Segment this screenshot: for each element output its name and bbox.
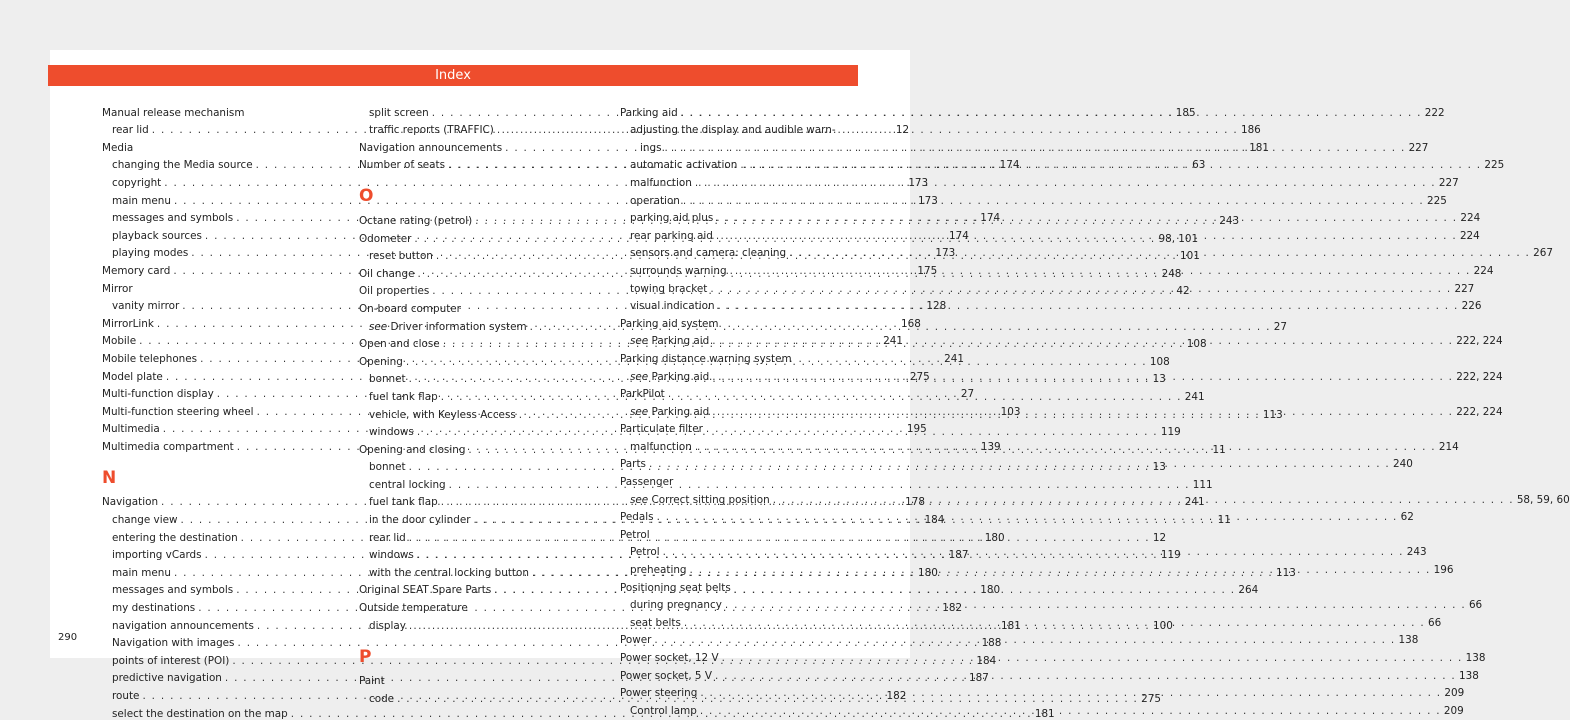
- entry-page-number: 181: [1034, 707, 1055, 720]
- entry-page-number: 27: [1273, 320, 1287, 333]
- entry-label: sensors and camera: cleaning: [630, 247, 787, 260]
- entry-label: predictive navigation: [112, 672, 222, 685]
- index-heading: ParkPilot: [620, 388, 665, 401]
- entry-label: entering the destination: [112, 531, 238, 544]
- entry-page-number: 111: [1192, 478, 1213, 491]
- leader-dots: [695, 177, 1436, 189]
- entry-label: Memory card: [102, 264, 171, 277]
- entry-label: Multi-function steering wheel: [102, 405, 254, 418]
- entry-page-number: 138: [1398, 634, 1419, 647]
- entry-page-number: 108: [1149, 355, 1170, 368]
- leader-dots: [494, 584, 1235, 596]
- entry-label: rear lid: [112, 124, 149, 137]
- entry-label: see Driver information system: [369, 320, 527, 333]
- entry-label: Control lamp: [630, 704, 697, 717]
- entry-page-number: 173: [908, 176, 929, 189]
- entry-label: visual indication: [630, 300, 715, 313]
- entry-label: seat belts: [630, 616, 681, 629]
- leader-dots: [649, 458, 1390, 470]
- index-header: Index: [48, 65, 858, 86]
- entry-label: towing bracket: [630, 282, 708, 295]
- entry-page-number: 209: [1443, 704, 1464, 717]
- entry-label: copyright: [112, 176, 162, 189]
- entry-label: central locking: [369, 478, 446, 491]
- entry-page-number: 227: [1438, 176, 1459, 189]
- entry-label: Parking aid: [620, 106, 678, 119]
- entry-page-number: 174: [949, 229, 969, 242]
- leader-dots: [695, 441, 1436, 453]
- leader-dots: [681, 107, 1422, 119]
- entry-page-number: 264: [1238, 584, 1259, 597]
- entry-label: changing the Media source: [112, 159, 253, 172]
- entry-page-number: 188: [981, 637, 1002, 650]
- leader-dots: [789, 247, 1530, 259]
- entry-label: Oil properties: [359, 285, 430, 298]
- entry-page-number: 241: [883, 335, 904, 348]
- entry-label: preheating: [630, 564, 687, 577]
- leader-dots: [657, 511, 1398, 523]
- entry-page-number: 66: [1468, 599, 1483, 612]
- leader-dots: [715, 670, 1456, 685]
- entry-label: malfunction: [630, 440, 692, 453]
- entry-label: see Parking aid: [630, 405, 710, 418]
- entry-label: Petrol: [630, 546, 660, 559]
- entry-page-number: 174: [999, 159, 1020, 172]
- entry-label: playback sources: [112, 229, 202, 242]
- entry-page-number: 243: [1219, 214, 1240, 227]
- entry-label: Power: [620, 634, 652, 647]
- entry-label: Multimedia: [102, 423, 160, 436]
- index-heading: Parking aid system: [620, 317, 719, 330]
- entry-label: Number of seats: [359, 159, 446, 172]
- entry-page-number: 113: [1262, 408, 1283, 421]
- section-letter: O: [359, 186, 374, 207]
- entry-page-number: 27: [960, 388, 975, 401]
- entry-page-number: 187: [948, 549, 969, 562]
- entry-page-number: 175: [917, 264, 938, 277]
- entry-page-number: 11: [1217, 514, 1231, 527]
- entry-label: main menu: [112, 566, 171, 579]
- entry-page-number: 224: [1473, 264, 1494, 277]
- entry-page-number: 101: [1179, 250, 1200, 263]
- entry-page-number: 178: [905, 496, 925, 509]
- leader-dots: [712, 406, 1453, 418]
- entry-label: Navigation with images: [112, 637, 235, 650]
- section-letter: P: [359, 646, 372, 667]
- entry-page-number: 275: [909, 370, 930, 383]
- entry-label: change view: [112, 514, 178, 527]
- entry-label: Power socket, 5 V: [620, 669, 712, 682]
- entry-label: malfunction: [630, 176, 692, 189]
- entry-label: select the destination on the map: [112, 707, 288, 720]
- index-heading: Passenger: [620, 476, 674, 489]
- entry-label: messages and symbols: [112, 212, 234, 225]
- entry-page-number: 227: [1454, 282, 1475, 295]
- entry-page-number: 182: [942, 602, 963, 615]
- entry-label: bonnet: [369, 461, 406, 474]
- index-heading: Manual release mechanism: [102, 106, 245, 119]
- entry-page-number: 139: [980, 440, 1001, 453]
- leader-dots: [712, 335, 1453, 347]
- entry-page-number: 187: [968, 672, 989, 685]
- entry-page-number: 128: [926, 300, 947, 313]
- entry-label: Model plate: [102, 370, 163, 383]
- entry-page-number: 174: [980, 212, 1001, 225]
- entry-label: fuel tank flap: [369, 390, 438, 403]
- entry-label: automatic activation: [630, 159, 738, 172]
- leader-dots: [690, 564, 1431, 576]
- entry-page-number: 226: [1461, 300, 1482, 313]
- entry-label: Mobile: [102, 335, 137, 348]
- index-heading: Parking distance warning system: [620, 352, 792, 365]
- leader-dots: [710, 283, 1451, 298]
- index-heading: Mirror: [102, 282, 133, 295]
- entry-label: see Correct sitting position: [630, 493, 770, 506]
- index-heading: Positioning seat belts: [620, 581, 731, 594]
- entry-page-number: 180: [980, 584, 1001, 597]
- entry-label: parking aid plus: [630, 212, 714, 225]
- entry-label: my destinations: [112, 602, 196, 615]
- entry-page-number: 181: [1249, 141, 1270, 154]
- entry-label: see Parking aid: [630, 370, 710, 383]
- entry-label: see Parking aid: [630, 335, 710, 348]
- entry-page-number: 209: [1444, 687, 1465, 700]
- leader-dots: [700, 687, 1441, 699]
- leader-dots: [712, 371, 1453, 386]
- index-heading: Paint: [359, 675, 385, 688]
- entry-page-number: 224: [1460, 212, 1481, 225]
- entry-label: Original SEAT Spare Parts: [359, 584, 492, 597]
- entry-page-number: 138: [1459, 669, 1479, 682]
- entry-page-number: 100: [1152, 619, 1173, 632]
- entry-page-number: 196: [1433, 564, 1454, 577]
- entry-label: in the door cylinder: [369, 514, 471, 527]
- entry-label: with the central locking button: [369, 566, 529, 579]
- entry-label: Navigation: [102, 496, 159, 509]
- entry-page-number: 225: [1426, 194, 1447, 207]
- entry-label: MirrorLink: [102, 317, 154, 330]
- entry-page-number: 42: [1176, 285, 1190, 298]
- leader-dots: [718, 300, 1459, 312]
- leader-dots: [683, 195, 1424, 207]
- entry-page-number: 184: [976, 654, 997, 667]
- entry-label: Parts: [620, 458, 646, 471]
- entry-page-number: 185: [1175, 106, 1196, 119]
- see-reference: see: [630, 370, 652, 383]
- entry-label: messages and symbols: [112, 584, 234, 597]
- see-reference: see: [630, 493, 652, 506]
- entry-page-number: 267: [1533, 247, 1553, 260]
- entry-page-number: 108: [1186, 338, 1207, 351]
- entry-page-number: 58, 59, 60: [1516, 493, 1570, 506]
- entry-page-number: 113: [1276, 566, 1296, 579]
- entry-label: Open and close: [359, 338, 440, 351]
- entry-label: during pregnancy: [630, 599, 722, 612]
- leader-dots: [773, 494, 1514, 509]
- entry-page-number: 222, 224: [1456, 370, 1503, 383]
- entry-page-number: 173: [935, 247, 956, 260]
- entry-label: surrounds warning: [630, 264, 727, 277]
- leader-dots: [716, 230, 1457, 242]
- entry-label: windows: [369, 549, 414, 562]
- entry-page-number: 138: [1465, 652, 1486, 664]
- entry-label: Oil change: [359, 267, 415, 280]
- entry-page-number: 182: [886, 690, 907, 702]
- entry-page-number: 63: [1192, 159, 1206, 172]
- entry-label: vehicle, with Keyless Access: [369, 408, 516, 421]
- leader-dots: [684, 617, 1425, 629]
- leader-dots: [725, 599, 1466, 611]
- entry-label: Mobile telephones: [102, 352, 198, 365]
- entry-page-number: 184: [924, 514, 945, 527]
- index-heading: On-board computer: [359, 302, 461, 315]
- entry-label: Navigation announcements: [359, 141, 503, 154]
- section-letter: N: [102, 467, 117, 488]
- leader-dots: [664, 142, 1405, 154]
- entry-label: main menu: [112, 194, 171, 207]
- entry-label: Multi-function display: [102, 388, 214, 401]
- entry-label: importing vCards: [112, 549, 202, 562]
- entry-page-number: 225: [1484, 159, 1505, 172]
- entry-label: Opening: [359, 355, 403, 368]
- entry-page-number: 62: [1400, 511, 1414, 524]
- leader-dots: [497, 124, 1238, 136]
- entry-page-number: 11: [1212, 443, 1226, 456]
- entry-page-number: 12: [895, 124, 910, 137]
- entry-label: bonnet: [369, 373, 406, 386]
- entry-label: traffic reports (TRAFFIC): [369, 124, 494, 137]
- entry-page-number: 12: [1152, 531, 1167, 544]
- entry-page-number: 173: [918, 194, 938, 207]
- see-reference: see: [369, 320, 391, 333]
- leader-dots: [722, 652, 1463, 664]
- entry-page-number: 195: [906, 423, 927, 436]
- leader-dots: [740, 159, 1481, 171]
- entry-page-number: 241: [944, 352, 964, 365]
- entry-page-number: 227: [1408, 141, 1429, 154]
- entry-label: fuel tank flap: [369, 496, 438, 509]
- entry-page-number: 98, 101: [1158, 232, 1199, 245]
- entry-label: points of interest (POI): [112, 654, 230, 667]
- entry-page-number: 224: [1459, 229, 1480, 242]
- entry-label: playing modes: [112, 247, 189, 260]
- entry-page-number: 240: [1393, 458, 1413, 471]
- entry-page-number: 66: [1428, 616, 1442, 629]
- entry-label: rear lid: [369, 531, 406, 544]
- leader-dots: [663, 546, 1404, 558]
- entry-page-number: 222, 224: [1456, 405, 1503, 418]
- entry-page-number: 186: [1240, 124, 1261, 137]
- entry-label: rear parking aid: [630, 229, 713, 242]
- leader-dots: [654, 634, 1395, 646]
- entry-label: route: [112, 690, 140, 702]
- index-heading: Media: [102, 141, 134, 154]
- entry-page-number: 181: [1001, 619, 1021, 632]
- index-heading: Outside temperature: [359, 602, 468, 615]
- leader-dots: [700, 705, 1441, 717]
- entry-page-number: 241: [1184, 390, 1205, 403]
- entry-label: navigation announcements: [112, 619, 254, 632]
- entry-page-number: 119: [1160, 426, 1181, 439]
- page-number: 290: [58, 632, 78, 643]
- entry-page-number: 275: [1141, 692, 1161, 705]
- entry-page-number: 103: [1000, 405, 1021, 418]
- entry-page-number: 180: [984, 531, 1005, 544]
- entry-label: windows: [369, 426, 414, 439]
- entry-page-number: 168: [900, 317, 921, 330]
- entry-label: split screen: [369, 106, 429, 119]
- entry-label: display: [369, 619, 406, 632]
- entry-page-number: 248: [1161, 267, 1182, 280]
- index-heading: Petrol: [620, 528, 650, 541]
- entry-page-number: 180: [918, 566, 938, 579]
- entry-label: Multimedia compartment: [102, 440, 234, 453]
- entry-page-number: 222: [1424, 106, 1445, 119]
- index-heading: Particulate filter: [620, 423, 703, 436]
- entry-page-number: 13: [1152, 373, 1166, 386]
- entry-label: vanity mirror: [112, 300, 180, 313]
- entry-page-number: 243: [1406, 546, 1427, 559]
- leader-dots: [716, 212, 1457, 224]
- entry-label: Octane rating (petrol): [359, 214, 473, 227]
- leader-dots: [730, 265, 1471, 277]
- entry-label: Power steering: [620, 687, 698, 700]
- entry-page-number: 13: [1152, 461, 1166, 474]
- entry-page-number: 241: [1184, 496, 1205, 509]
- entry-label: reset button: [369, 250, 433, 263]
- see-reference: see: [630, 405, 652, 418]
- entry-label: Pedals: [620, 511, 654, 524]
- entry-label: ings: [640, 141, 662, 154]
- index-heading: adjusting the display and audible warn-: [630, 124, 836, 137]
- entry-page-number: 119: [1160, 549, 1181, 562]
- entry-label: operation: [630, 194, 680, 207]
- entry-page-number: 222, 224: [1456, 335, 1503, 348]
- entry-label: Power socket, 12 V: [620, 652, 719, 664]
- entry-page-number: 214: [1438, 440, 1459, 453]
- entry-label: Odometer: [359, 232, 412, 245]
- entry-label: Opening and closing: [359, 443, 466, 456]
- entry-label: code: [369, 692, 395, 705]
- see-reference: see: [630, 335, 652, 348]
